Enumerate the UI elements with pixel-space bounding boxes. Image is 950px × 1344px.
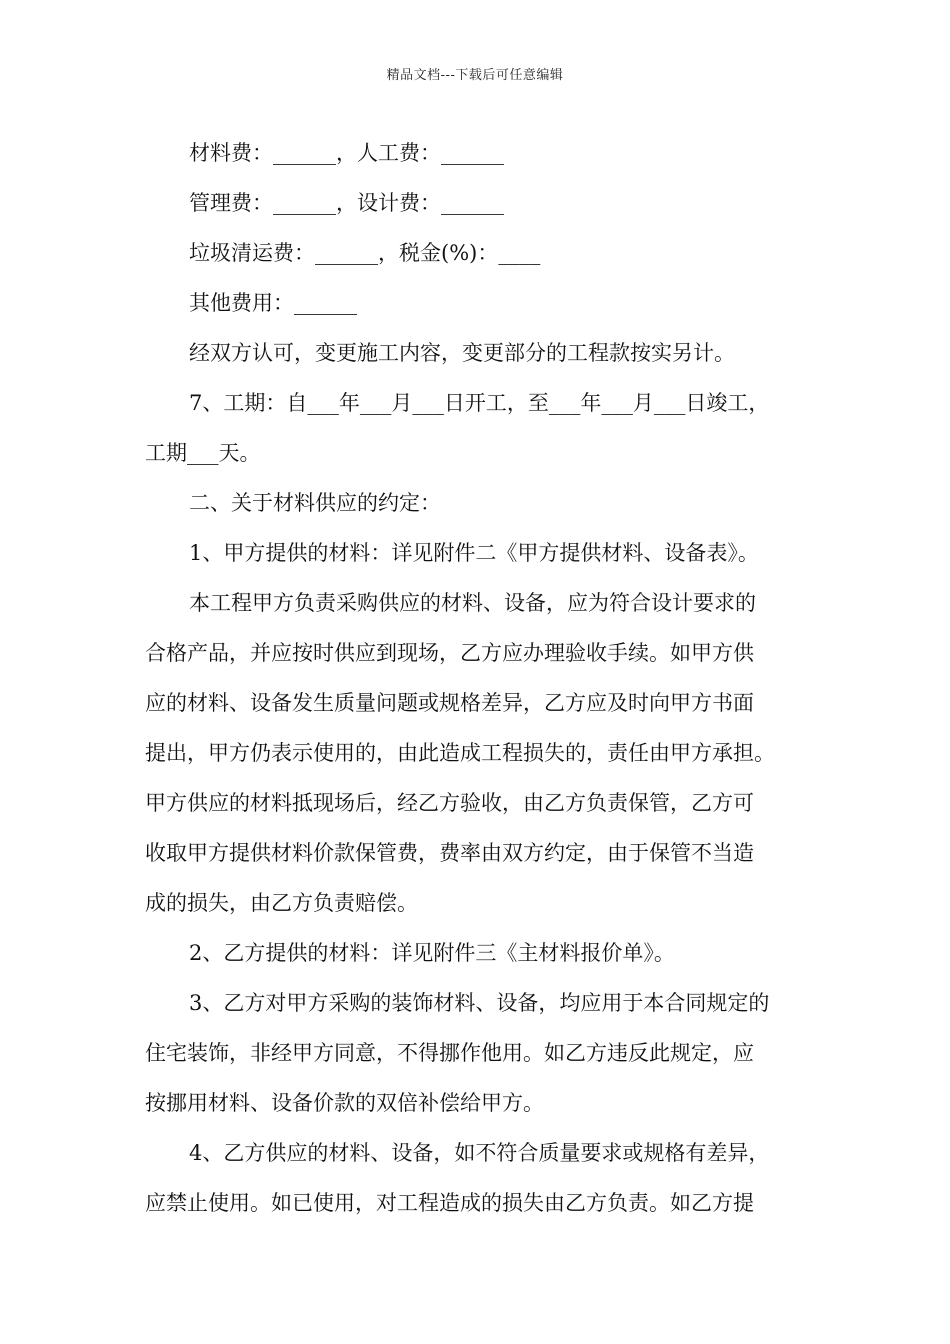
text-line: 合格产品，并应按时供应到现场，乙方应办理验收手续。如甲方供 [145,641,754,665]
text-line: 7、工期：自___年___月___日开工，至___年___月___日竣工， [189,391,770,415]
text-line: 1、甲方提供的材料：详见附件二《甲方提供材料、设备表》。 [189,541,759,565]
text-line: 其他费用：______ [189,291,357,315]
text-line: 本工程甲方负责采购供应的材料、设备，应为符合设计要求的 [189,591,756,615]
text-line: 应禁止使用。如已使用，对工程造成的损失由乙方负责。如乙方提 [145,1191,754,1215]
page-header: 精品文档---下载后可任意编辑 [386,68,564,83]
text-line: 收取甲方提供材料价款保管费，费率由双方约定，由于保管不当造 [145,841,754,865]
text-line: 按挪用材料、设备价款的双倍补偿给甲方。 [145,1091,544,1115]
text-line: 工期___天。 [145,441,261,465]
text-line: 经双方认可，变更施工内容，变更部分的工程款按实另计。 [189,341,735,365]
text-line: 2、乙方提供的材料：详见附件三《主材料报价单》。 [189,941,675,965]
text-line: 3、乙方对甲方采购的装饰材料、设备，均应用于本合同规定的 [189,991,770,1015]
text-line: 二、关于材料供应的约定： [189,491,441,515]
text-line: 垃圾清运费：______，税金(%)：____ [189,241,541,265]
text-line: 管理费：______，设计费：______ [189,191,504,215]
document-body [145,132,810,1232]
text-line: 提出，甲方仍表示使用的，由此造成工程损失的，责任由甲方承担。 [145,741,775,765]
text-line: 应的材料、设备发生质量问题或规格差异，乙方应及时向甲方书面 [145,691,754,715]
text-line: 成的损失，由乙方负责赔偿。 [145,891,418,915]
text-line: 4、乙方供应的材料、设备，如不符合质量要求或规格有差异， [189,1141,770,1165]
text-line: 住宅装饰，非经甲方同意，不得挪作他用。如乙方违反此规定，应 [145,1041,754,1065]
text-line: 材料费：______，人工费：______ [189,141,504,165]
text-line: 甲方供应的材料抵现场后，经乙方验收，由乙方负责保管，乙方可 [145,791,754,815]
